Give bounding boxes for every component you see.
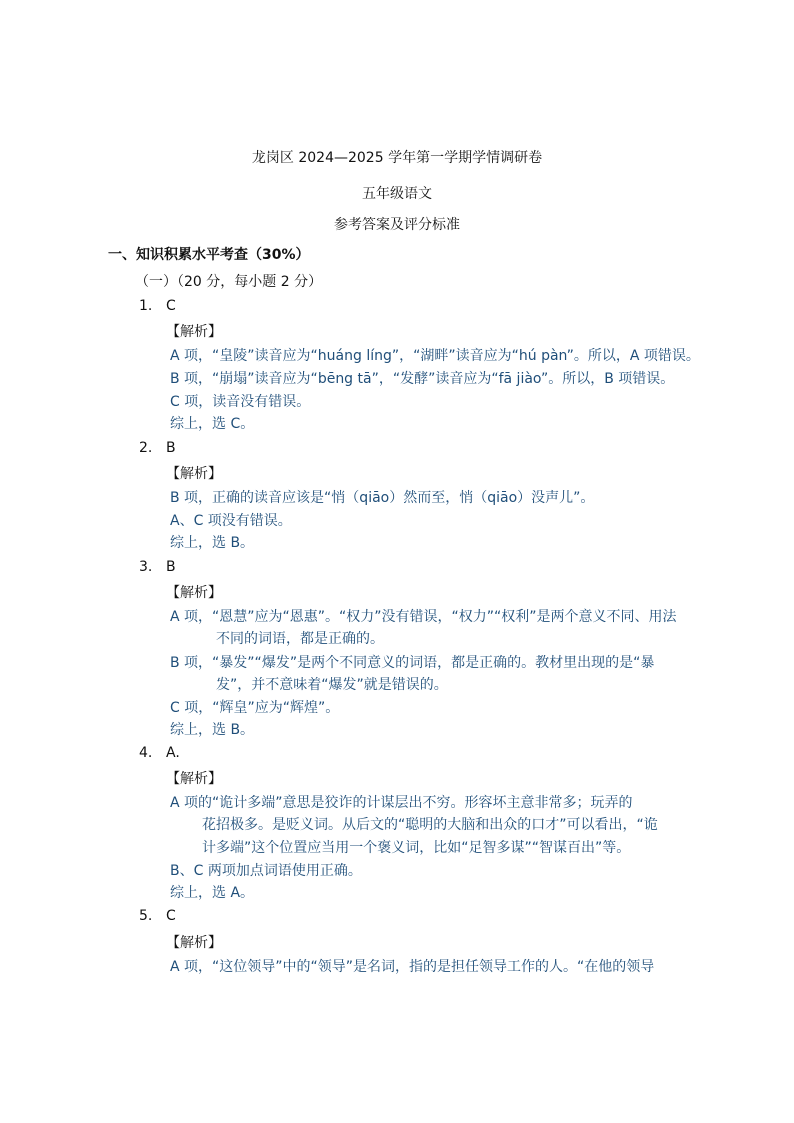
analysis-line: B 项，“崩塌”读音应为“bēng tā”，“发酵”读音应为“fā jiào”。所以，B 项错误。 [170,371,675,387]
analysis-line: B 项，“暴发”“爆发”是两个不同意义的词语，都是正确的。教材里出现的是“暴 [170,655,655,671]
question-number: 1. [139,298,153,314]
analysis-line: C 项，“辉皇”应为“辉煌”。 [170,700,340,716]
analysis-line: 发”，并不意味着“爆发”就是错误的。 [216,677,448,693]
question-answer: A. [166,745,180,761]
document-title: 龙岗区 2024—2025 学年第一学期学情调研卷 [251,150,543,166]
analysis-line: 花招极多。是贬义词。从后文的“聪明的大脑和出众的口才”可以看出，“诡 [202,817,658,833]
analysis-line: 综上，选 C。 [170,416,255,432]
subject-title: 五年级语文 [362,186,432,202]
question-answer: C [166,298,176,314]
analysis-line: A 项，“这位领导”中的“领导”是名词，指的是担任领导工作的人。“在他的领导 [170,959,655,975]
question-answer: C [166,908,176,924]
question-number: 3. [139,559,153,575]
question-number: 4. [139,745,153,761]
analysis-line: B 项，正确的读音应该是“悄（qiāo）然而至，悄（qiāo）没声儿”。 [170,490,595,506]
analysis-line: A 项，“皇陵”读音应为“huáng líng”，“湖畔”读音应为“hú pàn”。所以，A 项错误。 [170,348,700,364]
answer-key-subtitle: 参考答案及评分标准 [334,217,460,233]
analysis-line: 综上，选 A。 [170,885,255,901]
question-number: 2. [139,440,153,456]
analysis-line: A、C 项没有错误。 [170,513,292,529]
analysis-line: 综上，选 B。 [170,722,255,738]
analysis-label: 【解析】 [166,324,222,340]
analysis-line: 综上，选 B。 [170,535,255,551]
section-heading: 一、知识积累水平考查（30%） [108,247,310,263]
analysis-line: A 项的“诡计多端”意思是狡诈的计谋层出不穷。形容坏主意非常多；玩弄的 [170,795,633,811]
question-answer: B [166,440,176,456]
analysis-label: 【解析】 [166,771,222,787]
analysis-line: 不同的词语，都是正确的。 [216,631,384,647]
analysis-line: B、C 两项加点词语使用正确。 [170,863,362,879]
question-answer: B [166,559,176,575]
analysis-label: 【解析】 [166,935,222,951]
subsection-heading: （一）（20 分，每小题 2 分） [135,274,323,290]
analysis-label: 【解析】 [166,585,222,601]
analysis-label: 【解析】 [166,466,222,482]
analysis-line: 计多端”这个位置应当用一个褒义词，比如“足智多谋”“智谋百出”等。 [202,840,631,856]
analysis-line: C 项，读音没有错误。 [170,394,311,410]
analysis-line: A 项，“恩慧”应为“恩惠”。“权力”没有错误，“权力”“权利”是两个意义不同、用法 [170,609,677,625]
question-number: 5. [139,908,153,924]
